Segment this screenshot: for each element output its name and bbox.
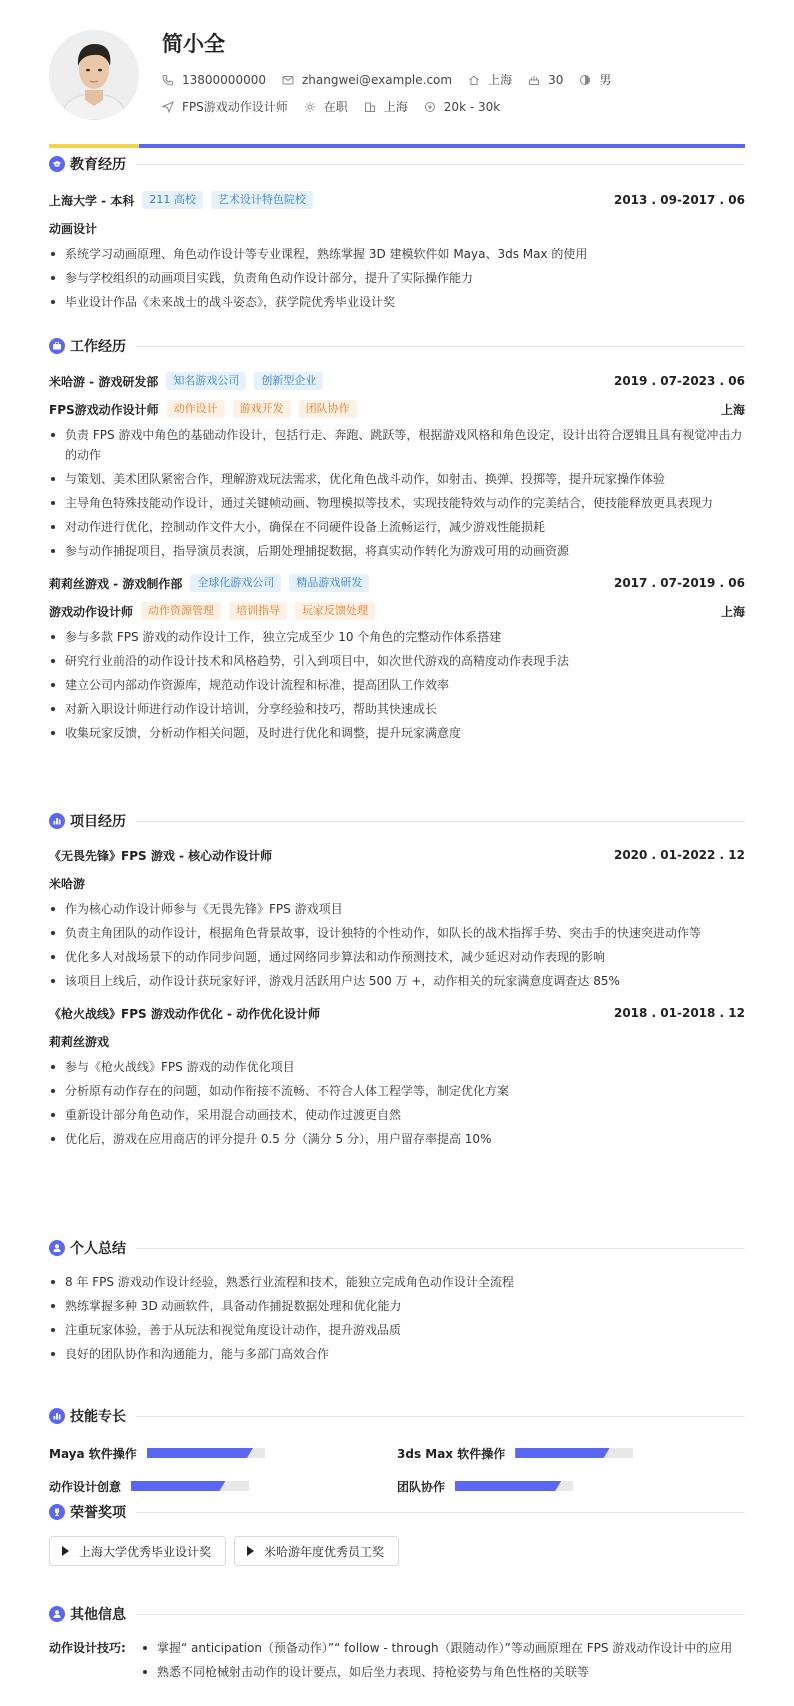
skill-label: 3ds Max 软件操作 [397,1446,506,1461]
list-item: 熟练掌握多种 3D 动画软件，具备动作捕捉数据处理和优化能力 [49,1296,745,1316]
skill-item [49,1476,249,1496]
list-item: 8 年 FPS 游戏动作设计经验，熟悉行业流程和技术，能独立完成角色动作设计全流程 [49,1272,745,1292]
section-heading [49,1604,745,1624]
resume-header [49,0,745,146]
section-title: 项目经历 [70,814,126,830]
send-icon [162,101,174,113]
section-heading [49,1502,745,1522]
position-text: FPS游戏动作设计师 [182,100,288,114]
age-text: 30 [548,72,564,87]
project-name: 《无畏先锋》FPS 游戏 - 核心动作设计师 [49,848,273,863]
role-tag: 动作设计 [167,400,225,418]
avatar-portrait-icon [49,30,139,120]
job-company-row [49,573,745,593]
list-item: 对动作进行优化，控制动作文件大小，确保在不同硬件设备上流畅运行，减少游戏性能损耗 [49,517,745,537]
project-company: 莉莉丝游戏 [49,1034,110,1049]
mail-icon [282,74,294,86]
other-label: 动作设计技巧: [49,1641,126,1655]
company-name: 莉莉丝游戏 - 游戏制作部 [49,576,183,591]
projects-section [49,811,745,1149]
contact-row [162,71,627,88]
project-date: 2020 . 01-2022 . 12 [613,848,745,862]
role-tag: 动作资源管理 [141,602,221,620]
skill-item [397,1443,633,1463]
list-item: 参与《枪火战线》FPS 游戏的动作优化项目 [49,1057,745,1077]
job-date: 2017 . 07-2019 . 06 [613,576,745,590]
section-heading [49,1406,745,1426]
phone-text: 13800000000 [182,72,266,87]
list-item: 建立公司内部动作资源库，规范动作设计流程和标准，提高团队工作效率 [49,675,745,695]
graduation-cap-icon [49,156,65,172]
school-tag: 艺术设计特色院校 [211,191,313,209]
other-section [49,1604,745,1682]
honors-section [49,1502,745,1566]
list-item: 研究行业前沿的动作设计技术和风格趋势，引入到项目中，如次世代游戏的高精度动作表现手法 [49,651,745,671]
city-item [468,71,512,88]
project-bullets [49,899,745,991]
list-item: 与策划、美术团队紧密合作，理解游戏玩法需求，优化角色战斗动作，如射击、换弹、投掷等，提升玩家操作体验 [49,469,745,489]
list-item: 对新入职设计师进行动作设计培训，分享经验和技巧，帮助其快速成长 [49,699,745,719]
play-icon [62,1546,69,1556]
summary-section [49,1238,745,1364]
header-divider [49,144,745,148]
section-title: 其他信息 [70,1607,126,1623]
list-item: 主导角色特殊技能动作设计，通过关键帧动画、物理模拟等技术，实现技能特效与动作的完美结合，使技能释放更具表现力 [49,493,745,513]
company-name: 米哈游 - 游戏研发部 [49,374,159,389]
project-bullets [49,1057,745,1149]
list-item: 毕业设计作品《未来战士的战斗姿态》，获学院优秀毕业设计奖 [49,292,745,312]
skill-bar [131,1481,249,1491]
company-tag: 全球化游戏公司 [190,574,281,592]
play-icon [247,1546,254,1556]
project-company-row [49,873,745,893]
project-header-row [49,845,745,865]
bar-chart-icon [49,813,65,829]
list-item: 分析原有动作存在的问题，如动作衔接不流畅、不符合人体工程学等，制定优化方案 [49,1081,745,1101]
honor-label: 上海大学优秀毕业设计奖 [79,1544,212,1559]
phone-icon [162,74,174,86]
skill-bar [147,1448,265,1458]
section-title: 个人总结 [70,1241,126,1257]
list-item: 收集玩家反馈，分析动作相关问题，及时进行优化和调整，提升玩家满意度 [49,723,745,743]
job-intent-row [162,98,516,115]
section-title: 荣誉奖项 [70,1505,126,1521]
list-item: 重新设计部分角色动作，采用混合动画技术，使动作过渡更自然 [49,1105,745,1125]
job-bullets [49,425,745,561]
honor-item [234,1536,399,1566]
education-date: 2013 . 09-2017 . 06 [613,193,745,207]
section-title: 教育经历 [70,157,126,173]
city-text: 上海 [488,73,513,87]
salary-text: 20k - 30k [443,99,501,114]
list-item: 负责 FPS 游戏中角色的基础动作设计，包括行走、奔跑、跳跃等，根据游戏风格和角色设定，设计出符合逻辑且具有视觉冲击力的动作 [49,425,745,465]
phone-item [162,73,266,87]
section-heading [49,811,745,831]
email-item [282,73,452,87]
skills-section [49,1406,745,1496]
list-item: 该项目上线后，动作设计获玩家好评，游戏月活跃用户达 500 万 +，动作相关的玩家满意度调查达 85% [49,971,745,991]
education-section [49,154,745,312]
major-row [49,218,745,238]
list-item: 系统学习动画原理、角色动作设计等专业课程，熟练掌握 3D 建模软件如 Maya、3ds Max 的使用 [49,244,745,264]
gender-text: 男 [599,73,612,87]
gender-icon [579,74,591,86]
project-date: 2018 . 01-2018 . 12 [613,1006,745,1020]
skill-bar-fill [147,1448,253,1458]
chart-icon [49,1408,65,1424]
role-tag: 玩家反馈处理 [295,602,375,620]
summary-bullets [49,1272,745,1364]
status-text: 在职 [323,100,348,114]
skill-bar-fill [131,1481,225,1491]
building-icon [364,101,376,113]
section-heading [49,336,745,356]
target-city-item [364,98,408,115]
user-icon [49,1240,65,1256]
list-item: 良好的团队协作和沟通能力，能与多部门高效合作 [49,1344,745,1364]
age-item [528,73,563,87]
company-tag: 精品游戏研发 [289,574,369,592]
job-date: 2019 . 07-2023 . 06 [613,374,745,388]
job-location: 上海 [720,402,745,417]
project-company-row [49,1031,745,1051]
list-item: 参与学校组织的动画项目实践，负责角色动作设计部分，提升了实际操作能力 [49,268,745,288]
role-tag: 团队协作 [299,400,357,418]
candidate-name: 简小全 [162,32,225,56]
list-item: 参与动作捕捉项目，指导演员表演，后期处理捕捉数据，将真实动作转化为游戏可用的动画资源 [49,541,745,561]
education-header-row [49,190,745,210]
section-title: 技能专长 [70,1409,126,1425]
skills-grid [49,1426,745,1496]
honor-item [49,1536,226,1566]
trophy-icon [49,1504,65,1520]
list-item: 注重玩家体验，善于从玩法和视觉角度设计动作，提升游戏品质 [49,1320,745,1340]
role-tag: 游戏开发 [233,400,291,418]
school-name: 上海大学 - 本科 [49,193,135,208]
target-city-text: 上海 [383,100,408,114]
section-heading [49,1238,745,1258]
list-item: 作为核心动作设计师参与《无畏先锋》FPS 游戏项目 [49,899,745,919]
salary-item [424,100,500,114]
work-section [49,336,745,743]
skill-label: 动作设计创意 [49,1479,122,1494]
skill-label: Maya 软件操作 [49,1446,137,1461]
list-item: 优化后，游戏在应用商店的评分提升 0.5 分（满分 5 分），用户留存率提高 10% [49,1129,745,1149]
other-bullets [141,1638,745,1682]
briefcase-icon [49,338,65,354]
home-icon [468,74,480,86]
role-name: 游戏动作设计师 [49,604,134,619]
status-gear-icon [304,101,316,113]
role-tag: 培训指导 [229,602,287,620]
job-role-row [49,399,745,419]
skill-bar [515,1448,633,1458]
skill-item [49,1443,265,1463]
skill-bar [455,1481,573,1491]
skill-bar-fill [455,1481,561,1491]
job-role-row [49,601,745,621]
company-tag: 知名游戏公司 [166,372,246,390]
list-item: 优化多人对战场景下的动作同步问题，通过网络同步算法和动作预测技术，减少延迟对动作表现的影响 [49,947,745,967]
role-name: FPS游戏动作设计师 [49,402,159,417]
section-heading [49,154,745,174]
person-icon [49,1606,65,1622]
project-company: 米哈游 [49,876,86,891]
honors-list [49,1536,745,1566]
skill-label: 团队协作 [397,1479,446,1494]
skill-item [397,1476,573,1496]
status-item [304,98,348,115]
list-item: 负责主角团队的动作设计，根据角色背景故事，设计独特的个性动作，如队长的战术指挥手势、突击手的快速突进动作等 [49,923,745,943]
project-header-row [49,1003,745,1023]
project-name: 《枪火战线》FPS 游戏动作优化 - 动作优化设计师 [49,1006,321,1021]
job-location: 上海 [720,604,745,619]
education-bullets [49,244,745,312]
company-tag: 创新型企业 [254,372,323,390]
section-title: 工作经历 [70,339,126,355]
avatar [49,30,139,120]
skill-bar-fill [515,1448,609,1458]
email-text: zhangwei@example.com [301,72,453,87]
honor-label: 米哈游年度优秀员工奖 [264,1544,385,1559]
gender-item [579,71,611,88]
list-item: 熟悉不同枪械射击动作的设计要点，如后坐力表现、持枪姿势与角色性格的关联等 [141,1662,745,1682]
cake-icon [528,74,540,86]
job-bullets [49,627,745,743]
other-info-row [49,1638,745,1682]
coin-icon [424,101,436,113]
job-company-row [49,371,745,391]
position-item [162,98,288,115]
list-item: 掌握“ anticipation（预备动作）”“ follow - through（跟随动作）”等动画原理在 FPS 游戏动作设计中的应用 [141,1638,745,1658]
list-item: 参与多款 FPS 游戏的动作设计工作，独立完成至少 10 个角色的完整动作体系搭建 [49,627,745,647]
major-name: 动画设计 [49,221,98,236]
school-tag: 211 高校 [142,191,203,209]
